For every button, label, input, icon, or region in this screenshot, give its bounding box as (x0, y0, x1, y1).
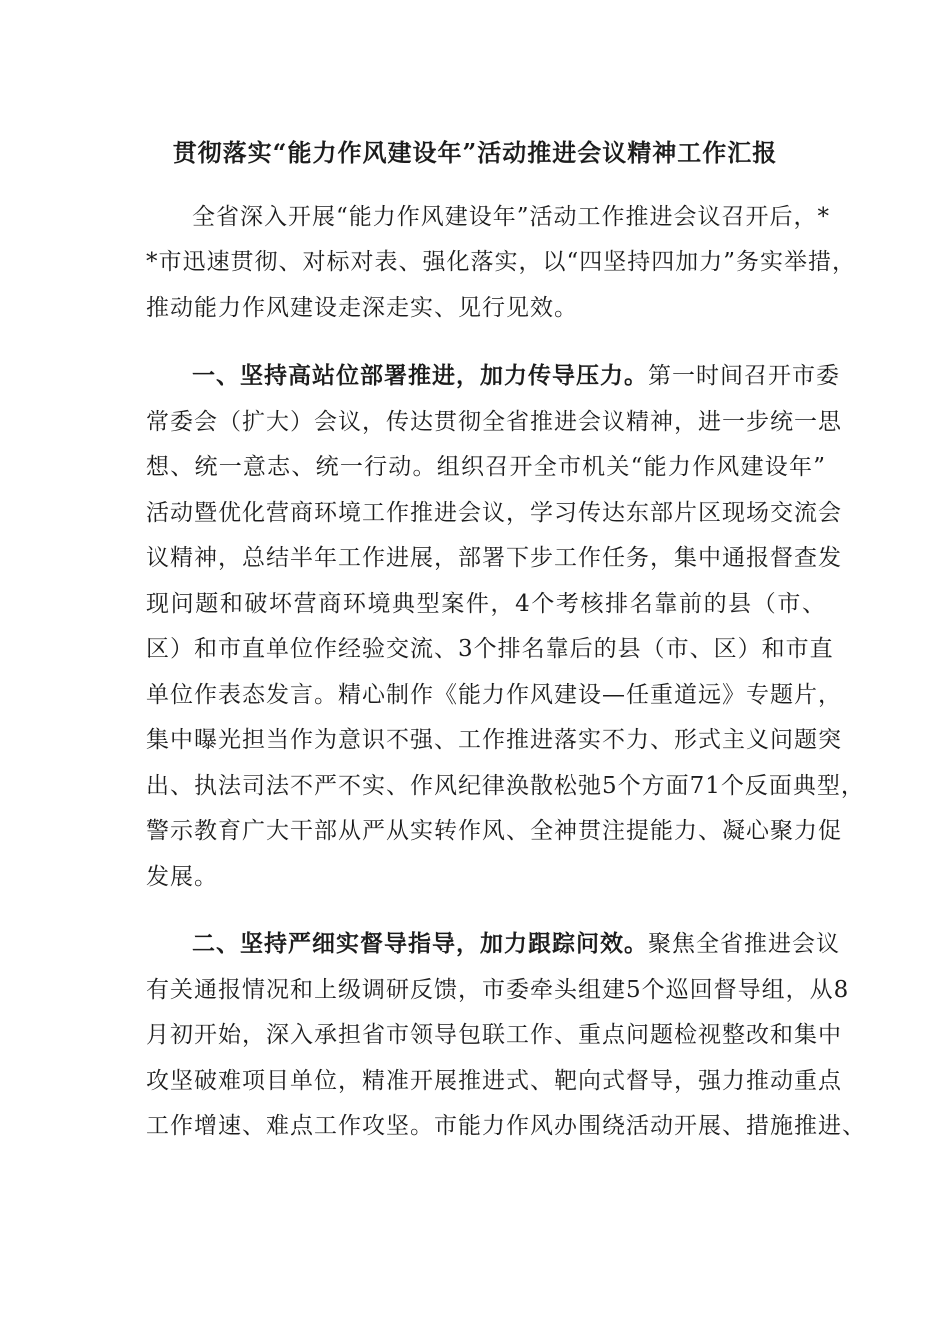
section-1-line: 常委会（扩大）会议，传达贯彻全省推进会议精神，进一步统一思 (146, 409, 842, 435)
section-1-line: 出、执法司法不严不实、作风纪律涣散松弛5个方面71个反面典型， (146, 773, 865, 799)
section-1-line: 区）和市直单位作经验交流、3个排名靠后的县（市、区）和市直 (146, 636, 834, 662)
section-2-line: 月初开始，深入承担省市领导包联工作、重点问题检视整改和集中 (146, 1022, 842, 1048)
intro-line: 推动能力作风建设走深走实、见行见效。 (146, 295, 578, 321)
section-1-line: 想、统一意志、统一行动。组织召开全市机关“能力作风建设年” (146, 454, 826, 480)
section-2-line: 攻坚破难项目单位，精准开展推进式、靶向式督导，强力推动重点 (146, 1068, 842, 1094)
section-2-heading: 二、坚持严细实督导指导，加力跟踪问效。 (192, 930, 648, 957)
section-1-line: 单位作表态发言。精心制作《能力作风建设—任重道远》专题片， (146, 682, 842, 708)
section-1-heading: 一、坚持高站位部署推进，加力传导压力。 (192, 362, 648, 389)
section-2-first-line (192, 929, 840, 959)
section-2-line: 工作增速、难点工作攻坚。市能力作风办围绕活动开展、措施推进、 (146, 1113, 866, 1139)
intro-line: *市迅速贯彻、对标对表、强化落实，以“四坚持四加力”务实举措， (146, 249, 857, 275)
section-2-line: 有关通报情况和上级调研反馈，市委牵头组建5个巡回督导组，从8 (146, 977, 850, 1003)
section-1-first-line (192, 361, 840, 391)
section-1-line: 警示教育广大干部从严从实转作风、全神贯注提能力、凝心聚力促 (146, 818, 842, 844)
section-1-line: 议精神，总结半年工作进展，部署下步工作任务，集中通报督查发 (146, 545, 842, 571)
document-title: 贯彻落实“能力作风建设年”活动推进会议精神工作汇报 (172, 138, 778, 167)
section-1-line: 集中曝光担当作为意识不强、工作推进落实不力、形式主义问题突 (146, 727, 842, 753)
section-1-first-line-text: 第一时间召开市委 (648, 363, 840, 389)
section-1-line: 发展。 (146, 864, 218, 890)
intro-line: 全省深入开展“能力作风建设年”活动工作推进会议召开后，* (192, 204, 831, 230)
section-1-line: 现问题和破坏营商环境典型案件，4个考核排名靠前的县（市、 (146, 591, 826, 617)
section-1-line: 活动暨优化营商环境工作推进会议，学习传达东部片区现场交流会 (146, 500, 842, 526)
section-2-first-line-text: 聚焦全省推进会议 (648, 931, 840, 957)
